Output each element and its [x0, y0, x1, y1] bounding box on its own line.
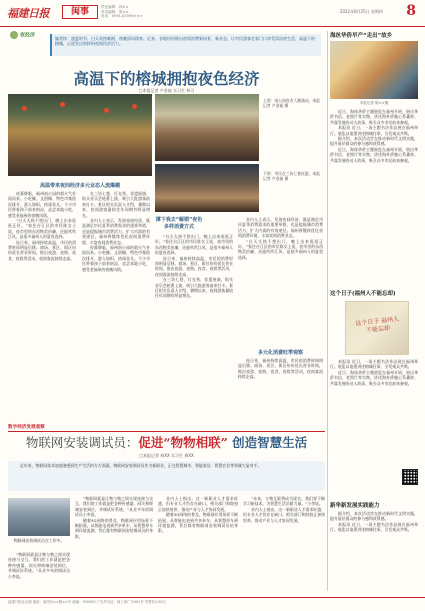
paragraph: 夜幕降临，福州南公园的烟火气扑面而来。小吃摊、文创摊、特色市集依次排开，游人如织，热闹非凡。不少市民带着孩子前来纳凉，品尝本地小吃，感受老福州的夜晚风情。	[82, 245, 150, 272]
story-byline: □本报记者 卢金福 实习生 林可	[138, 88, 195, 93]
body-column	[75, 496, 153, 590]
badge-icon	[10, 31, 18, 39]
paragraph: 据介绍，本次活动旨在推动新时代文明实践，提升基层群众的参与感和获得感。	[330, 136, 418, 147]
story-headline	[8, 433, 325, 451]
body-column	[155, 234, 233, 416]
paragraph: 随着5G网络的普及，物联网应用场景不断拓展。从智能电表到共享单车，从智慧停车到环境监测，背后都有物联网安装调试员的身影。	[158, 512, 238, 534]
story-intro	[8, 461, 325, 491]
editor-line: 责任编辑：林××	[101, 5, 129, 9]
caption-text: 物联网安装调试员在工作中。	[13, 538, 65, 543]
newspaper-logo: 福建日报	[7, 7, 49, 20]
lantern-icon	[60, 102, 65, 107]
lantern-icon	[22, 106, 27, 111]
paragraph: 本报讯 近日，一场主题书法作品展在福州举行。展览以笔墨讲述榕城往事，引发观众共鸣。	[330, 359, 418, 370]
paragraph: 连日来，福州持续高温，市民的消费时间明显后移。商场、景区、街区纷纷延长营业时间，推出夜游、夜购、夜食、夜娱等活动，夜间客流持续走高。	[155, 255, 233, 277]
sidebar-body	[330, 359, 418, 479]
paragraph: “白天太热不想出门，晚上出来逛逛正好。”家住台江区的市民陈女士说，夜市里的东西物美价廉，还能吹吹江风，是很多福州人的夏夜选择。	[8, 218, 76, 240]
sidebar-headline: 这个日子(福州人不能忘却)	[330, 291, 396, 297]
headline-suffix: 创造智慧生活	[232, 435, 308, 450]
page-footer: 福建日报社出版 地址：福州市××路××号 邮编：350000 广告许可证：闽工商广字001号 零售价1.50元	[0, 597, 425, 611]
story-byline: □本报记者 林XX 实习生 黄XX	[139, 453, 194, 458]
headline-prefix: 物联网安装调试员：	[25, 435, 139, 450]
story-kicker	[10, 31, 35, 39]
paragraph: 夜幕降临，福州南公园的烟火气扑面而来。小吃摊、文创摊、特色市集依次排开，游人如织，热闹非凡。不少市民带着孩子前来纳凉，品尝本地小吃，感受老福州的夜晚风情。	[8, 191, 76, 218]
sidebar-headline: 海丝华侨早产“走出”故乡	[330, 33, 393, 39]
sidebar-headline: 新华新发展实践能力	[330, 503, 380, 509]
calligraphy-image	[345, 301, 409, 355]
subhead: 多元化消费旺季观察	[257, 350, 303, 356]
designer-line: 美术编辑：陈××	[101, 9, 129, 14]
paragraph: 近日，海丝华侨主题展览在福州开展，展出华侨书信、老照片等实物，讲述海外侨胞心系桑梓、共谋发展的动人故事，吸引众多市民前来参观。	[330, 109, 418, 125]
photo-caption: 下图：市民在三坊七巷夜游。本报记者 卢金福 摄	[263, 171, 320, 181]
page-number: 8	[406, 3, 416, 19]
section-kicker: 数字经济发展观察	[8, 424, 325, 432]
paragraph: “物联网就是让物与物之间实现连接与交互，我们的工作就是把各种传感器、网关和终端安装到位，并调试好系统。”从业多年的调试员小李说。	[8, 552, 70, 579]
paragraph: 随着5G网络的普及，物联网应用场景不断拓展。从智能电表到共享单车，从智慧停车到环境监测，背后都有物联网安装调试员的身影。	[75, 517, 153, 539]
paragraph: 业内人士指出，这一新职业人才需求旺盛，但专业人才仍存在缺口。相关部门和院校正加快培养，推动产业与人才协同发展。	[243, 506, 325, 523]
sidebar-body	[330, 511, 418, 591]
street-photo	[155, 94, 259, 161]
paragraph: “白天太热不想出门，晚上出来逛逛正好。”家住台江区的市民陈女士说，夜市里的东西物美价廉，还能吹吹江风，是很多福州人的夏夜选择。	[155, 234, 233, 256]
masthead	[0, 0, 425, 27]
section-label: 闽事	[62, 5, 98, 19]
bottom-story	[8, 424, 325, 591]
night-market-photo	[8, 94, 152, 176]
editor-note: 编者按：盛夏时节，白天炎热难耐，夜晚清风徐来。近来，各地纷纷推出夜间消费新场景、新业态，让市民游客在家门口享受清凉夜生活，高温下的榕城，正迸发出别样的夜间经济活力。	[50, 34, 321, 56]
paragraph: “白天太热不想出门，晚上出来逛逛正好。”家住台江区的市民陈女士说，夜市里的东西物美价廉，还能吹吹江风，是很多福州人的夏夜选择。	[238, 238, 323, 260]
body-column	[8, 191, 76, 416]
paragraph: 连日来，福州持续高温，市民的消费时间明显后移。商场、景区、街区纷纷延长营业时间，推出夜游、夜购、夜食、夜娱等活动，夜间客流持续走高。	[8, 239, 76, 261]
editor-info	[101, 5, 161, 19]
body-column	[238, 358, 323, 416]
paragraph: 在三坊七巷，灯光秀、非遗展演、街头音乐会轮番上演，吸引大批游客前来打卡。景区相关负责人介绍，暑期以来，夜间游客量较往年同期有明显增长。	[155, 277, 233, 299]
paragraph: 近日，海丝华侨主题展览在福州开展，展出华侨书信、老照片等实物，讲述海外侨胞心系桑梓、共谋发展的动人故事，吸引众多市民前来参观。	[330, 369, 418, 386]
paragraph: 业内人士指出，这一新职业人才需求旺盛，但专业人才仍存在缺口。相关部门和院校正加快培养，推动产业与人才协同发展。	[158, 496, 238, 512]
subhead: 撑下我去“解锁”夜色多样消费方式	[155, 217, 203, 230]
lantern-icon	[132, 104, 137, 109]
top-story	[8, 31, 325, 418]
paragraph: “未来，万物互联将成为现实，我们要不断学习新技术，为智慧生活贡献力量。”小李说。	[243, 496, 325, 507]
phone-line: 电话：0591-87095×××	[101, 14, 143, 19]
paragraph: 本报讯 近日，一场主题书法作品展在福州举行。展览以笔墨讲述榕城往事，引发观众共鸣。	[330, 125, 418, 136]
paragraph: 近年来，物联网技术加速渗透到生产生活的方方面面。物联网安装调试员作为新职业，正在智慧城市、智能家居、智慧农业等领域大显身手。	[20, 463, 262, 468]
paragraph: 据介绍，本次活动旨在推动新时代文明实践，提升基层群众的参与感和获得感。	[330, 511, 418, 522]
paragraph: 业内人士表示，发展夜间经济，既是满足市民夏季消费需求的重要举措，也是提振城市消费活力、扩大内需的有效途径。福州将继续优化夜间消费环境，丰富夜间消费业态。	[82, 218, 150, 245]
paragraph: 连日来，福州持续高温，市民的消费时间明显后移。商场、景区、街区纷纷延长营业时间，推出夜游、夜购、夜食、夜娱等活动，夜间客流持续走高。	[238, 358, 323, 380]
issue-date: 2022年8月25日 星期四	[339, 9, 383, 14]
paragraph: 在三坊七巷，灯光秀、非遗展演、街头音乐会轮番上演，吸引大批游客前来打卡。景区相关负责人介绍，暑期以来，夜间游客量较往年同期有明显增长。	[82, 191, 150, 218]
kicker-text: 夜经济	[20, 32, 36, 39]
subhead: 高温带来夜间经济多元业态人流爆棚	[39, 183, 120, 189]
image-caption: 本报记者 陈××摄	[359, 101, 389, 105]
paragraph: “物联网就是让物与物之间实现连接与交互，我们的工作就是把各种传感器、网关和终端安装到位，并调试好系统。”从业多年的调试员小李说。	[75, 496, 153, 518]
right-column	[330, 31, 418, 591]
qr-code-icon[interactable]	[402, 469, 418, 485]
story-headline: 高温下的榕城拥抱夜色经济	[73, 69, 260, 88]
body-column	[8, 552, 70, 590]
sidebar-body	[330, 109, 418, 281]
paragraph: 近日，海丝华侨主题展览在福州开展，展出华侨书信、老照片等实物，讲述海外侨胞心系桑梓、共谋发展的动人故事，吸引众多市民前来参观。	[330, 146, 418, 163]
body-column	[82, 191, 150, 416]
technician-photo	[8, 498, 70, 536]
body-column	[243, 496, 325, 590]
body-column	[238, 217, 323, 342]
calligraphy-text: 这个日子 福州人不能忘却	[355, 315, 400, 335]
column-divider	[327, 31, 328, 591]
evening-crowd-photo	[155, 164, 259, 212]
body-column	[158, 496, 238, 590]
paragraph: 本报讯 近日，一场主题书法作品展在福州举行。展览以笔墨讲述榕城往事，引发观众共鸣。	[330, 521, 418, 533]
photo-caption	[8, 538, 70, 550]
paragraph: 业内人士表示，发展夜间经济，既是满足市民夏季消费需求的重要举措，也是提振城市消费活力、扩大内需的有效途径。福州将继续优化夜间消费环境，丰富夜间消费业态。	[238, 217, 323, 239]
headline-keyword: 促进“物物相联”	[138, 435, 228, 450]
illustration-image	[330, 41, 418, 99]
lantern-icon	[104, 108, 109, 113]
photo-caption: 上图：南公园夜市人潮涌动。本报记者 卢金福 摄	[263, 98, 320, 108]
